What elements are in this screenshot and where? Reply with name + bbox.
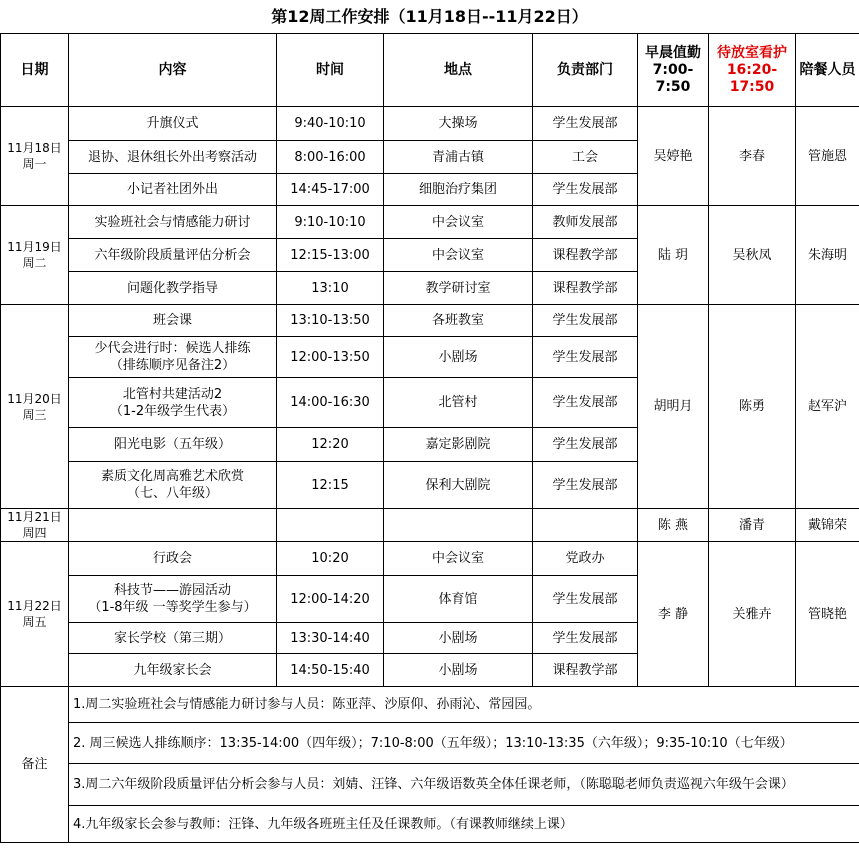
lunch-person: 管晓艳 [796,542,859,687]
weekday-label: 周二 [22,256,47,270]
event-place: 细胞治疗集团 [384,174,533,206]
table-row [1,509,859,542]
header-time: 时间 [277,34,384,107]
waiting-room-person: 陈勇 [709,305,796,509]
table-row [1,305,859,337]
event-dept: 党政办 [533,542,638,576]
waiting-room-person: 潘青 [709,509,796,542]
weekday-label: 周三 [22,407,47,422]
event-dept: 工会 [533,141,638,174]
event-content: 班会课 [69,305,277,337]
event-time: 14:00-16:30 [277,378,384,428]
weekday-label: 周五 [22,615,47,629]
waiting-room-person: 关雅卉 [709,542,796,687]
event-content: 六年级阶段质量评估分析会 [69,239,277,272]
event-dept: 学生发展部 [533,305,638,337]
notes-row [1,687,859,723]
header-morning-duty-time: 7:00-7:50 [652,61,694,95]
date-label: 11月19日 [7,240,62,254]
header-waiting-room-time: 16:20-17:50 [726,61,778,95]
date-cell [1,107,69,206]
morning-duty-person: 李 静 [638,542,709,687]
event-dept: 课程教学部 [533,239,638,272]
event-dept: 学生发展部 [533,576,638,623]
date-label: 11月20日 [7,391,62,406]
date-cell [1,542,69,687]
event-place: 嘉定影剧院 [384,428,533,462]
date-label: 11月21日 [7,510,62,524]
date-cell [1,206,69,305]
event-dept: 学生发展部 [533,107,638,141]
event-content [69,576,277,623]
table-row [1,206,859,239]
event-dept: 课程教学部 [533,272,638,305]
weekday-label: 周四 [22,526,47,540]
waiting-room-person: 李春 [709,107,796,206]
morning-duty-person: 吴婷艳 [638,107,709,206]
event-content-line2: （排练顺序见备注2） [109,358,236,373]
notes-row [1,764,859,806]
event-time: 13:10 [277,272,384,305]
event-time: 10:20 [277,542,384,576]
event-place [384,509,533,542]
event-content [69,462,277,509]
event-dept: 教师发展部 [533,206,638,239]
event-place: 大操场 [384,107,533,141]
table-row [1,542,859,576]
event-time: 9:10-10:10 [277,206,384,239]
header-lunch: 陪餐人员 [796,34,859,107]
event-time: 14:45-17:00 [277,174,384,206]
morning-duty-person: 陈 燕 [638,509,709,542]
header-row [1,34,859,107]
table-row [1,107,859,141]
event-place: 中会议室 [384,206,533,239]
event-place: 体育馆 [384,576,533,623]
date-label: 11月18日 [7,141,62,155]
event-content: 升旗仪式 [69,107,277,141]
event-content: 实验班社会与情感能力研讨 [69,206,277,239]
event-dept [533,509,638,542]
lunch-person: 赵军沪 [796,305,859,509]
lunch-person: 朱海明 [796,206,859,305]
event-time: 9:40-10:10 [277,107,384,141]
date-cell [1,305,69,509]
lunch-person: 戴锦荣 [796,509,859,542]
event-dept: 学生发展部 [533,623,638,654]
event-place: 小剧场 [384,623,533,654]
lunch-person: 管施恩 [796,107,859,206]
weekday-label: 周一 [22,157,47,171]
event-dept: 课程教学部 [533,654,638,687]
waiting-room-person: 吴秋凤 [709,206,796,305]
event-time: 12:00-14:20 [277,576,384,623]
morning-duty-person: 胡明月 [638,305,709,509]
header-date: 日期 [1,34,69,107]
header-waiting-room-label: 待放室看护 [717,44,787,61]
event-time: 14:50-15:40 [277,654,384,687]
event-content [69,378,277,428]
event-content: 九年级家长会 [69,654,277,687]
date-cell [1,509,69,542]
event-dept: 学生发展部 [533,378,638,428]
header-waiting-room [709,34,796,107]
event-content-line2: （1-8年级 一等奖学生参与） [88,600,257,615]
event-place: 小剧场 [384,337,533,378]
header-content: 内容 [69,34,277,107]
event-content [69,337,277,378]
event-content: 阳光电影（五年级） [69,428,277,462]
event-dept: 学生发展部 [533,337,638,378]
event-content [69,509,277,542]
notes-label: 备注 [1,687,69,843]
event-time: 13:10-13:50 [277,305,384,337]
event-content-line1: 科技节——游园活动 [113,583,231,598]
note-1: 1.周二实验班社会与情感能力研讨参与人员：陈亚萍、沙原仰、孙雨沁、常园园。 [69,687,859,723]
event-content: 家长学校（第三期） [69,623,277,654]
event-content-line1: 少代会进行时：候选人排练 [94,341,251,356]
event-place: 青浦古镇 [384,141,533,174]
event-dept: 学生发展部 [533,462,638,509]
event-time: 12:20 [277,428,384,462]
event-place: 中会议室 [384,239,533,272]
event-time: 12:15 [277,462,384,509]
note-3: 3.周二六年级阶段质量评估分析会参与人员：刘婧、汪锋、六年级语数英全体任课老师，（陈聪聪老师负责巡视六年级午会课） [69,764,859,806]
event-time: 12:15-13:00 [277,239,384,272]
event-place: 教学研讨室 [384,272,533,305]
note-4: 4.九年级家长会参与教师：汪锋、九年级各班班主任及任课教师。（有课教师继续上课） [69,806,859,843]
event-dept: 学生发展部 [533,428,638,462]
event-content-line2: （1-2年级学生代表） [109,403,236,419]
event-place: 北管村 [384,378,533,428]
event-place: 小剧场 [384,654,533,687]
morning-duty-person: 陆 玥 [638,206,709,305]
event-time: 12:00-13:50 [277,337,384,378]
event-place: 保利大剧院 [384,462,533,509]
event-time [277,509,384,542]
event-dept: 学生发展部 [533,174,638,206]
event-content-line2: （七、八年级） [126,486,218,501]
note-2: 2. 周三候选人排练顺序：13:35-14:00（四年级）；7:10-8:00（五年级）；13:10-13:35（六年级）；9:35-10:10（七年级） [69,723,859,764]
page-title: 第12周工作安排（11月18日--11月22日） [271,7,588,26]
event-place: 中会议室 [384,542,533,576]
schedule-table [0,33,859,843]
event-content: 行政会 [69,542,277,576]
notes-row [1,723,859,764]
event-content: 小记者社团外出 [69,174,277,206]
header-morning-duty-label: 早晨值勤 [645,44,701,61]
event-content: 问题化教学指导 [69,272,277,305]
date-label: 11月22日 [7,599,62,613]
header-morning-duty [638,34,709,107]
event-content-line1: 北管村共建活动2 [122,386,223,402]
event-place: 各班教室 [384,305,533,337]
notes-row [1,806,859,843]
header-place: 地点 [384,34,533,107]
event-time: 13:30-14:40 [277,623,384,654]
event-content-line1: 素质文化周高雅艺术欣赏 [100,469,244,484]
event-time: 8:00-16:00 [277,141,384,174]
event-content: 退协、退休组长外出考察活动 [69,141,277,174]
header-dept: 负责部门 [533,34,638,107]
